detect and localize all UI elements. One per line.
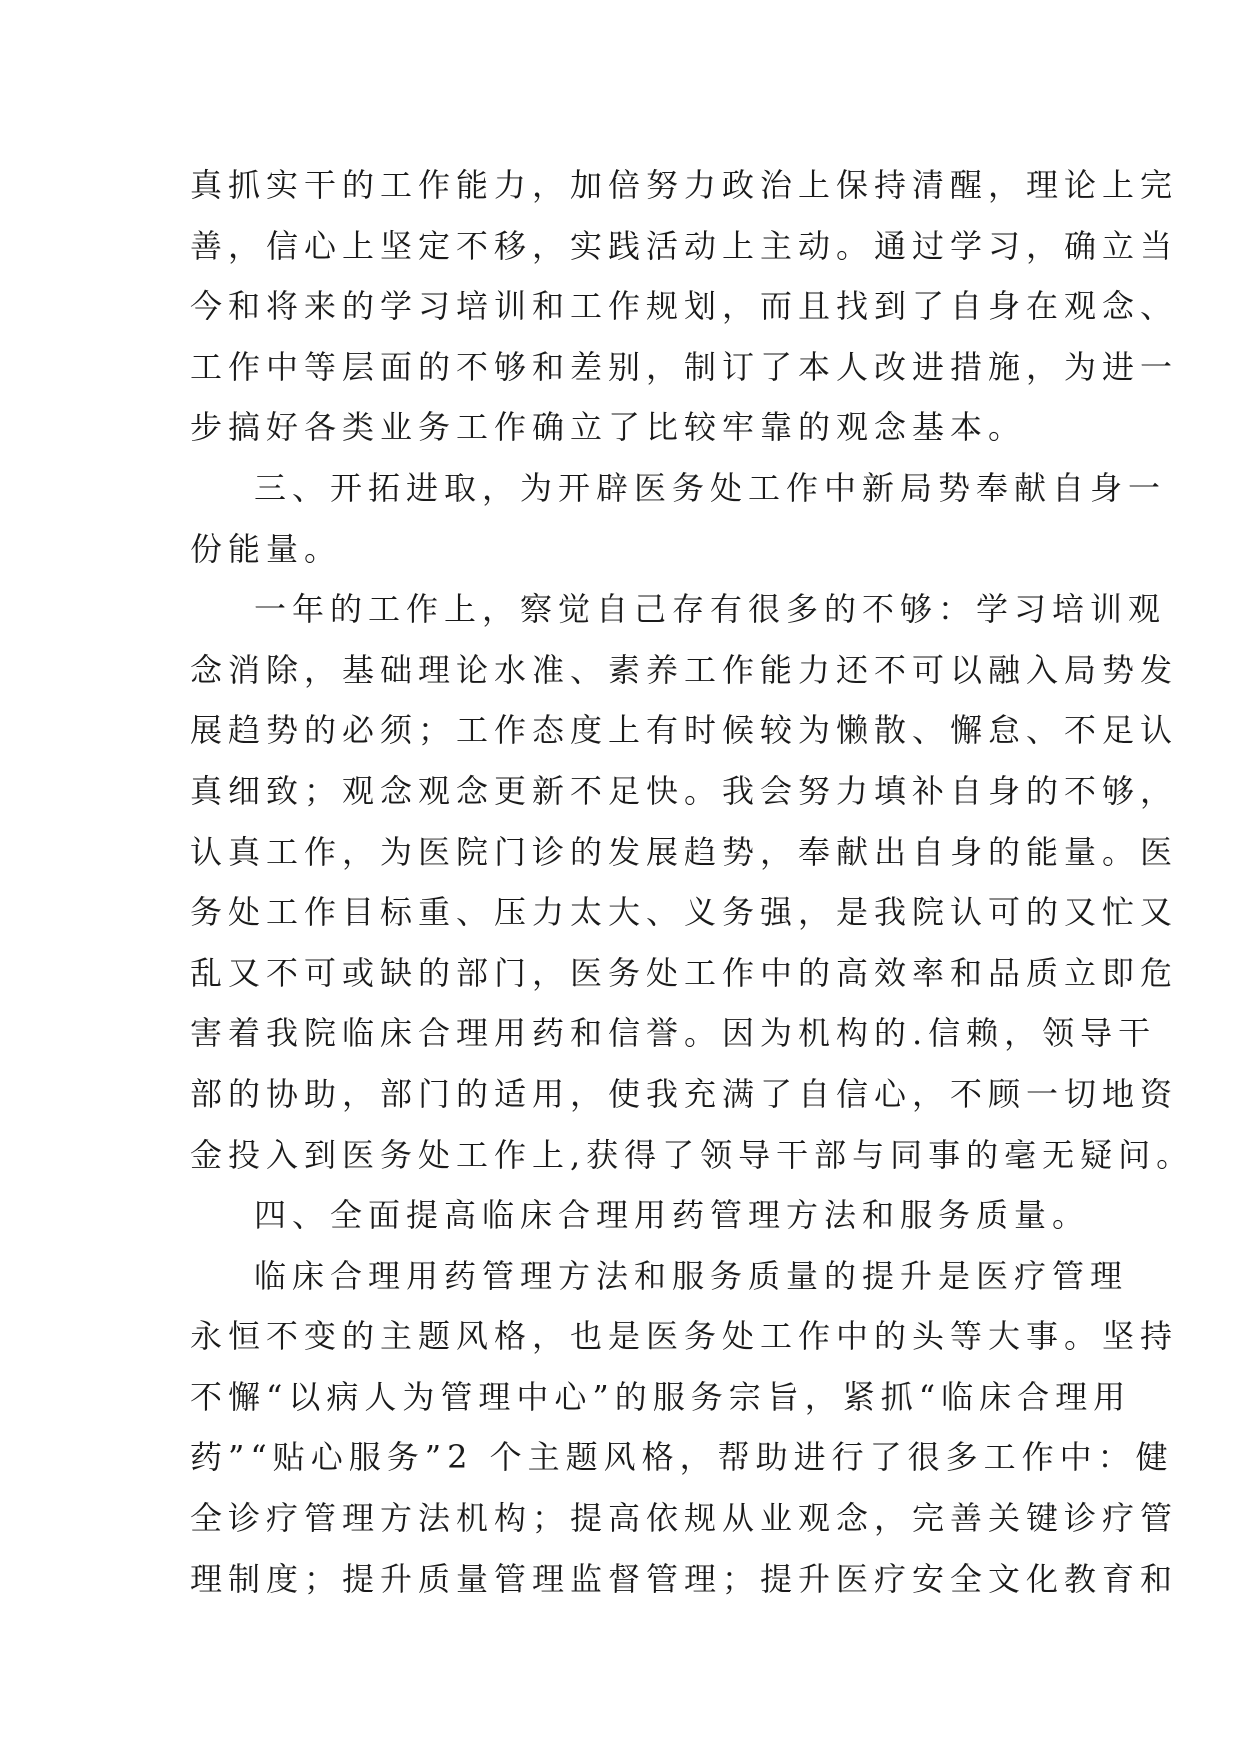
- text-line: 今和将来的学习培训和工作规划，而且找到了自身在观念、: [190, 287, 1179, 326]
- text-line: 展趋势的必须；工作态度上有时候较为懒散、懈怠、不足认: [190, 711, 1179, 750]
- text-line: 工作中等层面的不够和差别，制订了本人改进措施，为进一: [190, 347, 1179, 386]
- text-line: 善，信心上坚定不移，实践活动上主动。通过学习，确立当: [190, 226, 1179, 265]
- text-line: 金投入到医务处工作上,获得了领导干部与同事的毫无疑问。: [190, 1135, 1195, 1174]
- text-line: 念消除，基础理论水准、素养工作能力还不可以融入局势发: [190, 650, 1179, 689]
- body-text: [190, 155, 1195, 1609]
- text-line: 理制度；提升质量管理监督管理；提升医疗安全文化教育和: [190, 1559, 1179, 1598]
- text-line: 害着我院临床合理用药和信誉。因为机构的.信赖，领导干: [190, 1014, 1157, 1053]
- text-line: 务处工作目标重、压力太大、义务强，是我院认可的又忙又: [190, 893, 1179, 932]
- text-line: 不懈“以病人为管理中心”的服务宗旨，紧抓“临床合理用: [190, 1377, 1132, 1416]
- text-line: 份能量。: [190, 529, 343, 568]
- text-line: 药”“贴心服务”2 个主题风格，帮助进行了很多工作中：健: [190, 1438, 1174, 1477]
- text-line: 一年的工作上，察觉自己存有很多的不够：学习培训观: [254, 590, 1167, 629]
- text-line: 部的协助，部门的适用，使我充满了自信心，不顾一切地资: [190, 1074, 1179, 1113]
- text-line: 乱又不可或缺的部门，医务处工作中的高效率和品质立即危: [190, 953, 1179, 992]
- text-line: 认真工作，为医院门诊的发展趋势，奉献出自身的能量。医: [190, 832, 1179, 871]
- text-line: 全诊疗管理方法机构；提高依规从业观念，完善关键诊疗管: [190, 1499, 1179, 1538]
- text-line: 临床合理用药管理方法和服务质量的提升是医疗管理: [254, 1256, 1129, 1295]
- text-line: 步搞好各类业务工作确立了比较牢靠的观念基本。: [190, 408, 1027, 447]
- section-heading-3: 三、开拓进取，为开辟医务处工作中新局势奉献自身一: [254, 468, 1167, 507]
- text-line: 真抓实干的工作能力，加倍努力政治上保持清醒，理论上完: [190, 166, 1179, 204]
- section-heading-4: 四、全面提高临床合理用药管理方法和服务质量。: [254, 1196, 1091, 1235]
- text-line: 真细致；观念观念更新不足快。我会努力填补自身的不够，: [190, 771, 1179, 810]
- text-line: 永恒不变的主题风格，也是医务处工作中的头等大事。坚持: [190, 1317, 1179, 1356]
